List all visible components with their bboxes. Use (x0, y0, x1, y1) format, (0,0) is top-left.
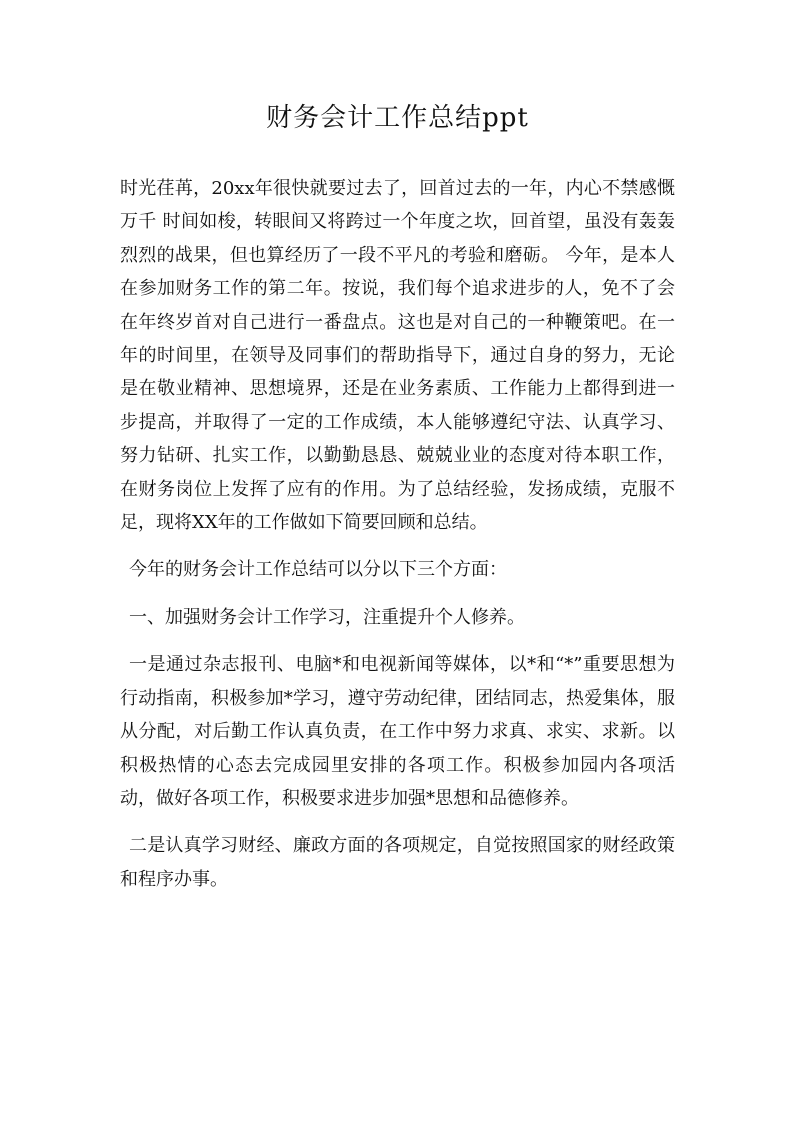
paragraph-point-one: 一是通过杂志报刊、电脑*和电视新闻等媒体，以*和“*”重要思想为行动指南，积极参加*学习，遵守劳动纪律，团结同志，热爱集体，服从分配，对后勤工作认真负责，在工作中努力求真、求实、求新。以积极热情的心态去完成园里安排的各项工作。积极参加园内各项活动，做好各项工作，积极要求进步加强*思想和品德修养。 (120, 654, 675, 809)
paragraph-overview: 今年的财务会计工作总结可以分以下三个方面： (129, 559, 507, 581)
document-title: 财务会计工作总结ppt (266, 103, 529, 133)
paragraph-intro: 时光荏苒，20xx年很快就要过去了，回首过去的一年，内心不禁感慨万千 时间如梭，转眼间又将跨过一个年度之坎，回首望，虽没有轰轰烈烈的战果，但也算经历了一段不平凡的考验和磨砺。 今年，是本人在参加财务工作的第二年。按说，我们每个追求进步的人，免不了会在年终岁首对自己进行一番盘点。这也是对自己的一种鞭策吧。在一年的时间里，在领导及同事们的帮助指导下，通过自身的努力，无论是在敬业精神、思想境界，还是在业务素质、工作能力上都得到进一步提高，并取得了一定的工作成绩，本人能够遵纪守法、认真学习、努力钻研、扎实工作，以勤勤恳恳、兢兢业业的态度对待本职工作，在财务岗位上发挥了应有的作用。为了总结经验，发扬成绩，克服不足，现将XX年的工作做如下简要回顾和总结。 (120, 178, 675, 534)
paragraph-point-two: 二是认真学习财经、廉政方面的各项规定，自觉按照国家的财经政策和程序办事。 (120, 835, 675, 890)
section-heading-one: 一、加强财务会计工作学习，注重提升个人修养。 (129, 606, 525, 628)
